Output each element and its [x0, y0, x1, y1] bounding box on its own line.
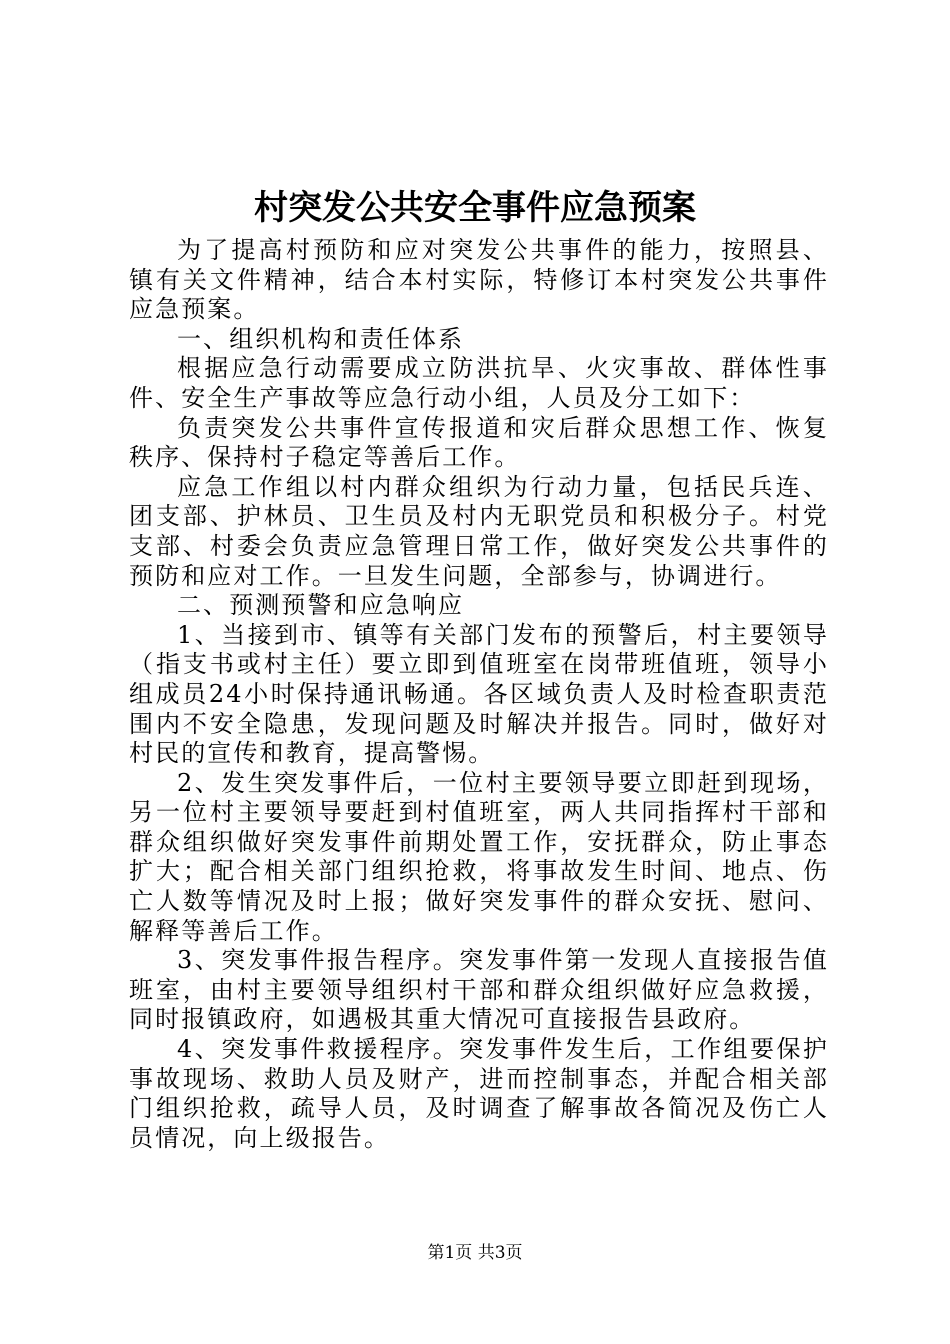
paragraph-item-4: 4、突发事件救援程序。突发事件发生后，工作组要保护事故现场、救助人员及财产，进而控制事态，并配合相关部门组织抢救，疏导人员，及时调查了解事故各简况及伤亡人员情况，向上级报告。	[129, 1035, 829, 1152]
paragraph-item-2: 2、发生突发事件后，一位村主要领导要立即赶到现场，另一位村主要领导要赶到村值班室，两人共同指挥村干部和群众组织做好突发事件前期处置工作，安抚群众，防止事态扩大；配合相关部门组织抢救，将事故发生时间、地点、伤亡人数等情况及时上报；做好突发事件的群众安抚、慰问、解释等善后工作。	[129, 768, 829, 945]
section-heading-warning: 二、预测预警和应急响应	[177, 591, 465, 620]
paragraph-action-groups: 根据应急行动需要成立防洪抗旱、火灾事故、群体性事件、安全生产事故等应急行动小组，人员及分工如下：	[129, 354, 829, 412]
paragraph-emergency-team: 应急工作组以村内群众组织为行动力量，包括民兵连、团支部、护林员、卫生员及村内无职党员和积极分子。村党支部、村委会负责应急管理日常工作，做好突发公共事件的预防和应对工作。一旦发生问题，全部参与，协调进行。	[129, 472, 829, 590]
section-heading-organization: 一、组织机构和责任体系	[177, 324, 465, 353]
paragraph-item-1: 1、当接到市、镇等有关部门发布的预警后，村主要领导（指支书或村主任）要立即到值班室在岗带班值班，领导小组成员24小时保持通讯畅通。各区域负责人及时检查职责范围内不安全隐患，发现问题及时解决并报告。同时，做好对村民的宣传和教育，提高警惕。	[129, 620, 829, 768]
document-body	[129, 236, 829, 1153]
paragraph-publicity-duties: 负责突发公共事件宣传报道和灾后群众思想工作、恢复秩序、保持村子稳定等善后工作。	[129, 413, 829, 472]
paragraph-item-3: 3、突发事件报告程序。突发事件第一发现人直接报告值班室，由村主要领导组织村干部和群众组织做好应急救援，同时报镇政府，如遇极其重大情况可直接报告县政府。	[129, 946, 829, 1034]
intro-paragraph: 为了提高村预防和应对突发公共事件的能力，按照县、镇有关文件精神，结合本村实际，特修订本村突发公共事件应急预案。	[129, 236, 829, 324]
page-number-footer: 第1页 共3页	[427, 1243, 523, 1263]
document-title: 村突发公共安全事件应急预案	[254, 188, 696, 228]
